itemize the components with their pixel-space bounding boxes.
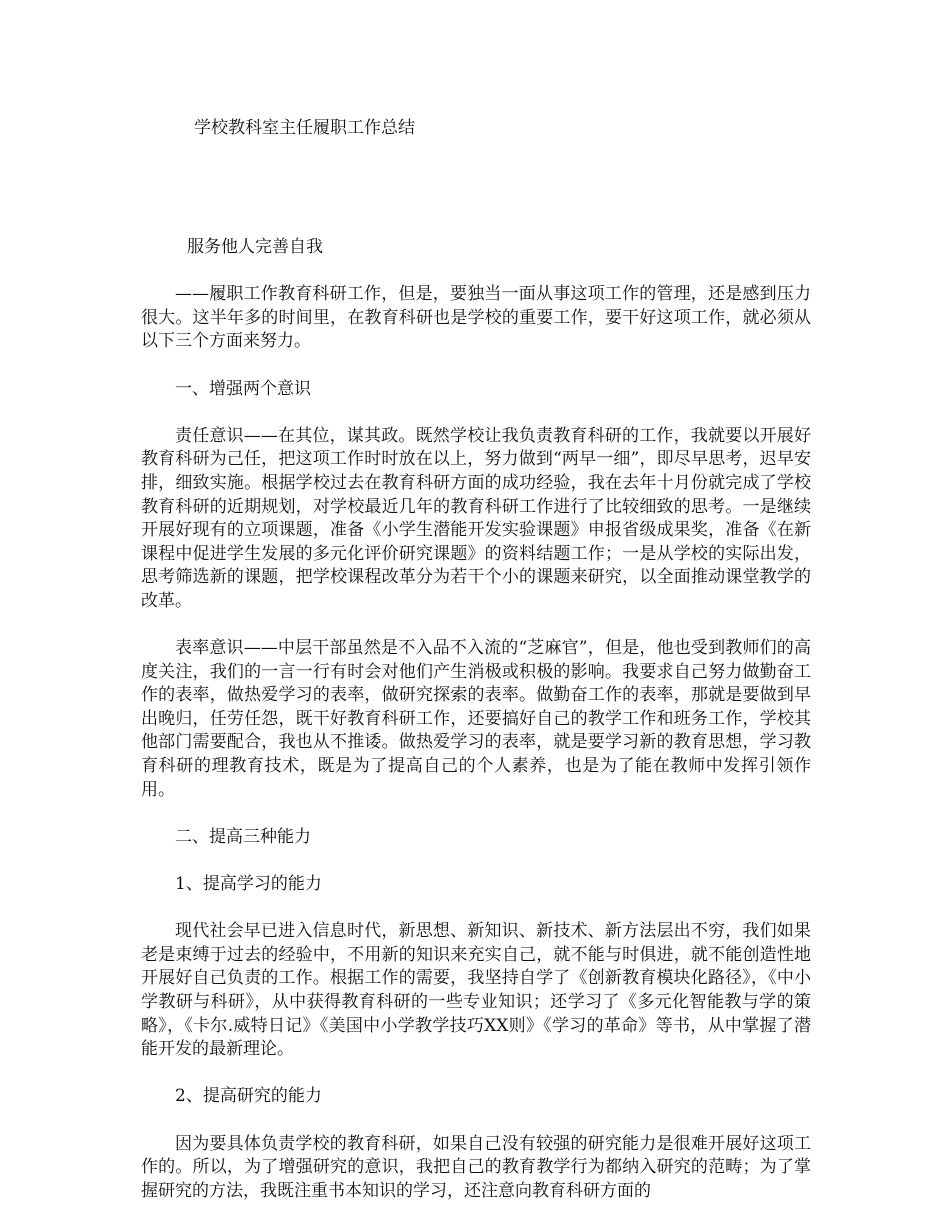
subsection-heading-2: 2、提高研究的能力 <box>175 1086 322 1107</box>
section-heading-1: 一、增强两个意识 <box>175 378 311 399</box>
section-heading-2: 二、提高三种能力 <box>175 826 311 847</box>
subsection-heading-1: 1、提高学习的能力 <box>175 874 322 895</box>
paragraph-learning: 现代社会早已进入信息时代，新思想、新知识、新技术、新方法层出不穷，我们如果老是束缚于过去的经验中，不用新的知识来充实自己，就不能与时俱进，就不能创造性地开展好自己负责的工作。根据工作的需要，我坚持自学了《创新教育模块化路径》，《中小学教研与科研》，从中获得教育科研的一些专业知识；还学习了《多元化智能教与学的策略》，《卡尔.威特日记》《美国中小学教学技巧XX则》《学习的革命》等书，从中掌握了潜能开发的最新理论。 <box>141 921 811 1060</box>
document-title: 学校教科室主任履职工作总结 <box>194 118 415 138</box>
paragraph-exemplar: 表率意识——中层干部虽然是不入品不入流的“芝麻官”，但是，他也受到教师们的高度关注，我们的一言一行有时会对他们产生消极或积极的影响。我要求自己努力做勤奋工作的表率，做热爱学习的表率，做研究探索的表率。做勤奋工作的表率，那就是要做到早出晚归，任劳任怨，既干好教育科研工作，还要搞好自己的教学工作和班务工作，学校其他部门需要配合，我也从不推诿。做热爱学习的表率，就是要学习新的教育思想，学习教育科研的理教育技术，既是为了提高自己的个人素养，也是为了能在教师中发挥引领作用。 <box>141 638 811 800</box>
subtitle: 服务他人完善自我 <box>187 237 323 257</box>
document-body <box>141 236 811 1227</box>
paragraph-research: 因为要具体负责学校的教育科研，如果自己没有较强的研究能力是很难开展好这项工作的。所以，为了增强研究的意识，我把自己的教育教学行为都纳入研究的范畴；为了掌握研究的方法，我既注重书本知识的学习，还注意向教育科研方面的 <box>141 1133 811 1201</box>
paragraph-responsibility: 责任意识——在其位，谋其政。既然学校让我负责教育科研的工作，我就要以开展好教育科研为己任，把这项工作时时放在以上，努力做到“两早一细”，即尽早思考，迟早安排，细致实施。根据学校过去在教育科研方面的成功经验，我在去年十月份就完成了学校教育科研的近期规划，对学校最近几年的教育科研工作进行了比较细致的思考。一是继续开展好现有的立项课题，准备《小学生潜能开发实验课题》申报省级成果奖，准备《在新课程中促进学生发展的多元化评价研究课题》的资料结题工作；一是从学校的实际出发，思考筛选新的课题，把学校课程改革分为若干个小的课题来研究，以全面推动课堂教学的改革。 <box>141 425 811 611</box>
intro-paragraph: ——履职工作教育科研工作，但是，要独当一面从事这项工作的管理，还是感到压力很大。这半年多的时间里，在教育科研也是学校的重要工作，要干好这项工作，就必须从以下三个方面来努力。 <box>141 284 811 352</box>
